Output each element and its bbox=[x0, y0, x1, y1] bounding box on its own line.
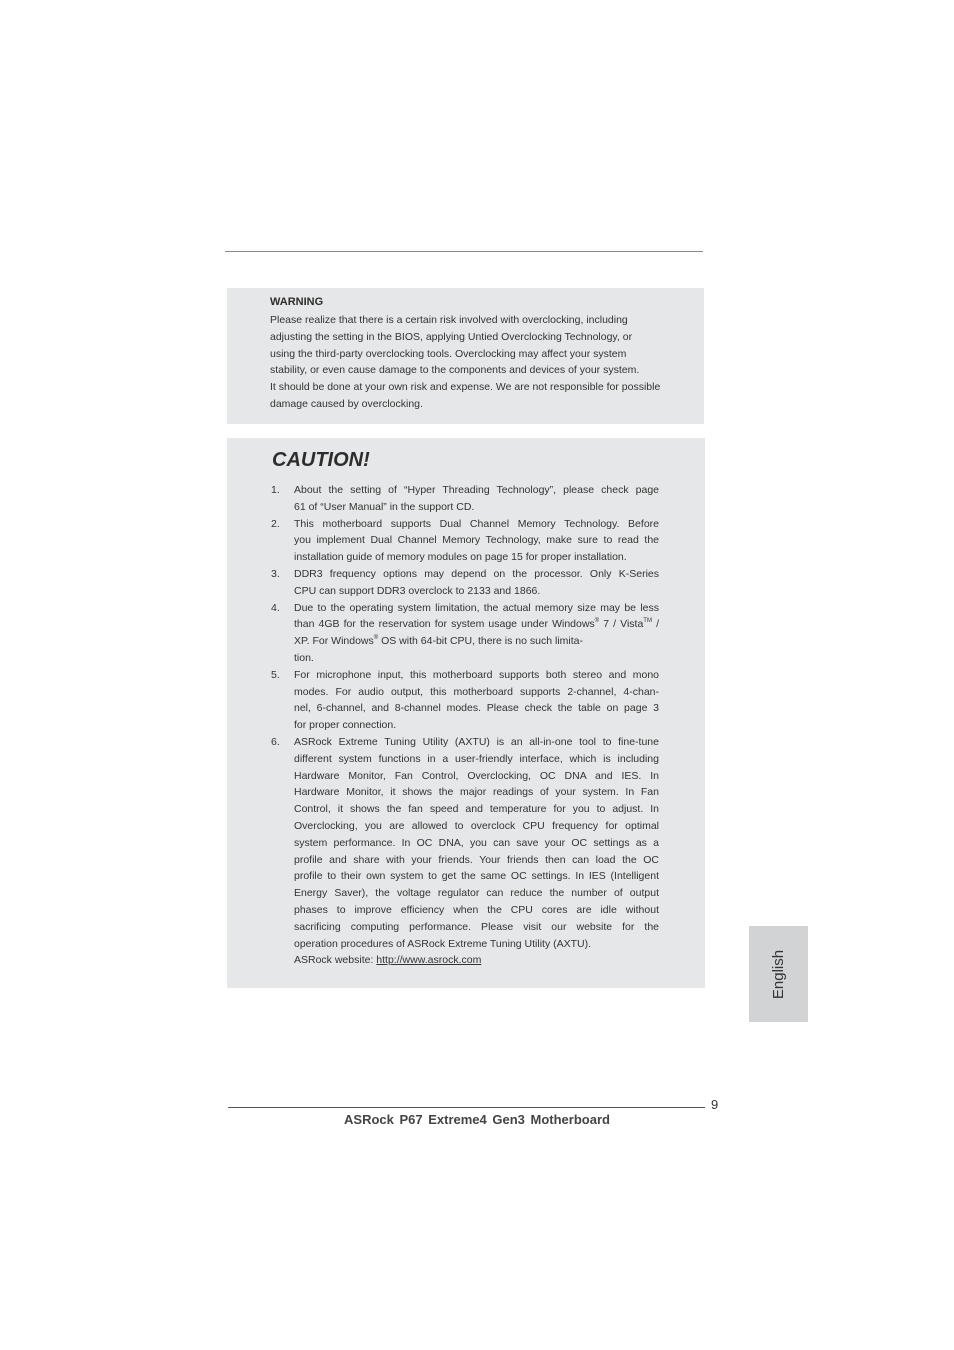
item-text-part: OS with 64-bit CPU, there is no such limita- bbox=[378, 635, 583, 648]
item-line: installation guide of memory modules on page 15 for proper installation. bbox=[294, 551, 627, 564]
item-line: Hardware Monitor, Fan Control, Overclocking, OC DNA and IES. In bbox=[294, 769, 659, 782]
item-line: profile to their own system to get the same OC settings. In IES (Intelligent bbox=[294, 870, 659, 883]
warning-title: WARNING bbox=[270, 296, 324, 308]
item-line: nel, 6-channel, and 8-channel modes. Please check the table on page 3 bbox=[294, 702, 659, 715]
website-label: ASRock website: bbox=[294, 954, 377, 967]
caution-item-6 bbox=[271, 734, 659, 969]
item-line: 61 of “User Manual” in the support CD. bbox=[294, 500, 475, 513]
item-number: 4. bbox=[271, 601, 280, 614]
item-line: for proper connection. bbox=[294, 719, 397, 732]
item-line: Overclocking, you are allowed to overclock CPU frequency for optimal bbox=[294, 819, 659, 832]
warning-line: using the third-party overclocking tools. Overclocking may affect your system bbox=[270, 347, 627, 360]
warning-line: Please realize that there is a certain risk involved with overclocking, including bbox=[270, 314, 628, 326]
caution-box bbox=[227, 438, 705, 988]
item-text-part: 7 / Vista bbox=[599, 618, 644, 631]
item-text bbox=[294, 566, 659, 600]
caution-item-5 bbox=[271, 667, 659, 734]
language-tab bbox=[749, 926, 808, 1022]
item-text-part: Due to the operating system limitation, the actual memory size may be less than 4GB for the reservation for system usage under Windows bbox=[294, 601, 659, 631]
item-text bbox=[294, 482, 659, 516]
item-line: sacrificing computing performance. Please visit our website for the bbox=[294, 920, 659, 933]
item-line: operation procedures of ASRock Extreme Tuning Utility (AXTU). bbox=[294, 937, 592, 950]
item-line: Energy Saver), the voltage regulator can reduce the number of output bbox=[294, 887, 659, 900]
caution-title: CAUTION! bbox=[272, 449, 370, 471]
item-line: system performance. In OC DNA, you can save your OC settings as a bbox=[294, 836, 659, 849]
item-text bbox=[294, 600, 659, 667]
item-line: Hardware Monitor, it shows the major readings of your system. In Fan bbox=[294, 786, 659, 799]
caution-item-3 bbox=[271, 566, 659, 600]
item-line: modes. For audio output, this motherboard supports 2-channel, 4-chan- bbox=[294, 685, 659, 698]
caution-item-1 bbox=[271, 482, 659, 516]
item-text bbox=[294, 516, 659, 566]
caution-item-4 bbox=[271, 600, 659, 667]
item-line: For microphone input, this motherboard supports both stereo and mono bbox=[294, 668, 659, 681]
item-line: profile and share with your friends. Your friends then can load the OC bbox=[294, 853, 659, 866]
warning-line: damage caused by overclocking. bbox=[270, 397, 423, 410]
registered-mark: ® bbox=[373, 635, 379, 642]
warning-line: stability, or even cause damage to the components and devices of your system. bbox=[270, 364, 640, 377]
item-text bbox=[294, 734, 659, 969]
item-line: About the setting of “Hyper Threading Technology”, please check page bbox=[294, 484, 659, 496]
item-text bbox=[294, 667, 659, 734]
warning-line: It should be done at your own risk and expense. We are not responsible for possible bbox=[270, 381, 661, 394]
item-line: Control, it shows the fan speed and temperature for you to adjust. In bbox=[294, 803, 659, 816]
warning-box bbox=[227, 288, 704, 424]
registered-mark: ® bbox=[594, 618, 600, 625]
item-line: you implement Dual Channel Memory Technology, make sure to read the bbox=[294, 534, 659, 547]
page-number: 9 bbox=[711, 1097, 719, 1112]
language-tab-label: English bbox=[769, 949, 787, 999]
asrock-website-link[interactable]: http://www.asrock.com bbox=[376, 954, 482, 967]
item-number: 5. bbox=[271, 668, 280, 681]
trademark-mark: TM bbox=[643, 618, 652, 625]
website-line bbox=[294, 952, 659, 969]
item-number: 2. bbox=[271, 517, 280, 530]
caution-item-2 bbox=[271, 516, 659, 566]
item-number: 3. bbox=[271, 567, 280, 580]
item-text-part: / XP. For Windows bbox=[294, 618, 659, 648]
warning-line: adjusting the setting in the BIOS, applying Untied Overclocking Technology, or bbox=[270, 330, 633, 343]
item-line: phases to improve efficiency when the CPU cores are idle without bbox=[294, 903, 659, 916]
item-line: ASRock Extreme Tuning Utility (AXTU) is an all-in-one tool to fine-tune bbox=[294, 735, 659, 748]
item-line: DDR3 frequency options may depend on the processor. Only K-Series bbox=[294, 567, 659, 580]
item-line: CPU can support DDR3 overclock to 2133 and 1866. bbox=[294, 584, 541, 597]
item-line: tion. bbox=[294, 651, 314, 664]
top-divider bbox=[225, 251, 703, 252]
item-number: 6. bbox=[271, 735, 280, 748]
item-line: This motherboard supports Dual Channel Memory Technology. Before bbox=[294, 517, 659, 530]
item-number: 1. bbox=[271, 484, 280, 496]
item-line: different system functions in a user-friendly interface, which is including bbox=[294, 752, 659, 765]
bottom-divider bbox=[228, 1107, 705, 1108]
footer-title: ASRock P67 Extreme4 Gen3 Motherboard bbox=[344, 1112, 610, 1127]
